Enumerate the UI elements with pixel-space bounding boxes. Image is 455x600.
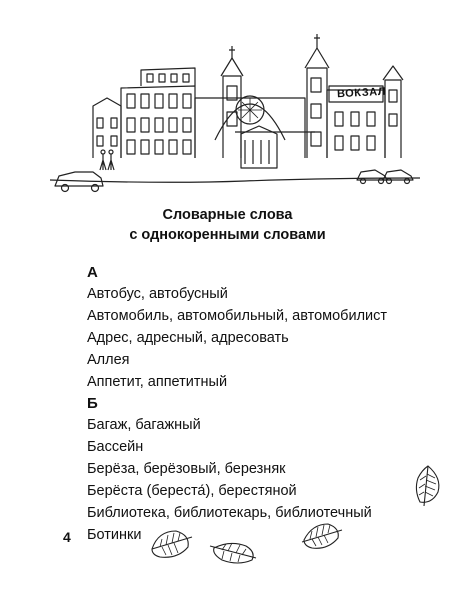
page-title: Словарные слова: [162, 207, 293, 223]
list-item: Библиотека, библиотекарь, библиотечный: [87, 505, 372, 521]
list-item: Автомобиль, автомобильный, автомобилист: [87, 308, 388, 324]
section-letter-a: А: [87, 264, 98, 281]
list-item: Ботинки: [87, 527, 142, 543]
birch-leaf-icon: [300, 520, 344, 554]
list-item: Берёза, берёзовый, березняк: [87, 461, 286, 477]
list-item: Багаж, багажный: [87, 417, 201, 433]
list-item: Бассейн: [87, 439, 144, 455]
train-station-illustration: [45, 28, 425, 198]
list-item: Аппетит, аппетитный: [87, 374, 228, 390]
birch-leaf-icon: [148, 525, 194, 565]
station-sign: ВОКЗАЛ: [336, 85, 387, 101]
list-item: Берёста (береста́), берестяной: [87, 483, 297, 499]
list-item: Автобус, автобусный: [87, 286, 228, 302]
list-item: Аллея: [87, 352, 130, 368]
word-list-a: [87, 283, 387, 393]
birch-leaf-icon: [410, 462, 446, 508]
birch-leaf-icon: [208, 538, 260, 570]
list-item: Адрес, адресный, адресовать: [87, 330, 289, 346]
page-number: 4: [63, 529, 71, 545]
section-letter-b: Б: [87, 395, 98, 412]
page-subtitle: с однокоренными словами: [129, 227, 326, 243]
